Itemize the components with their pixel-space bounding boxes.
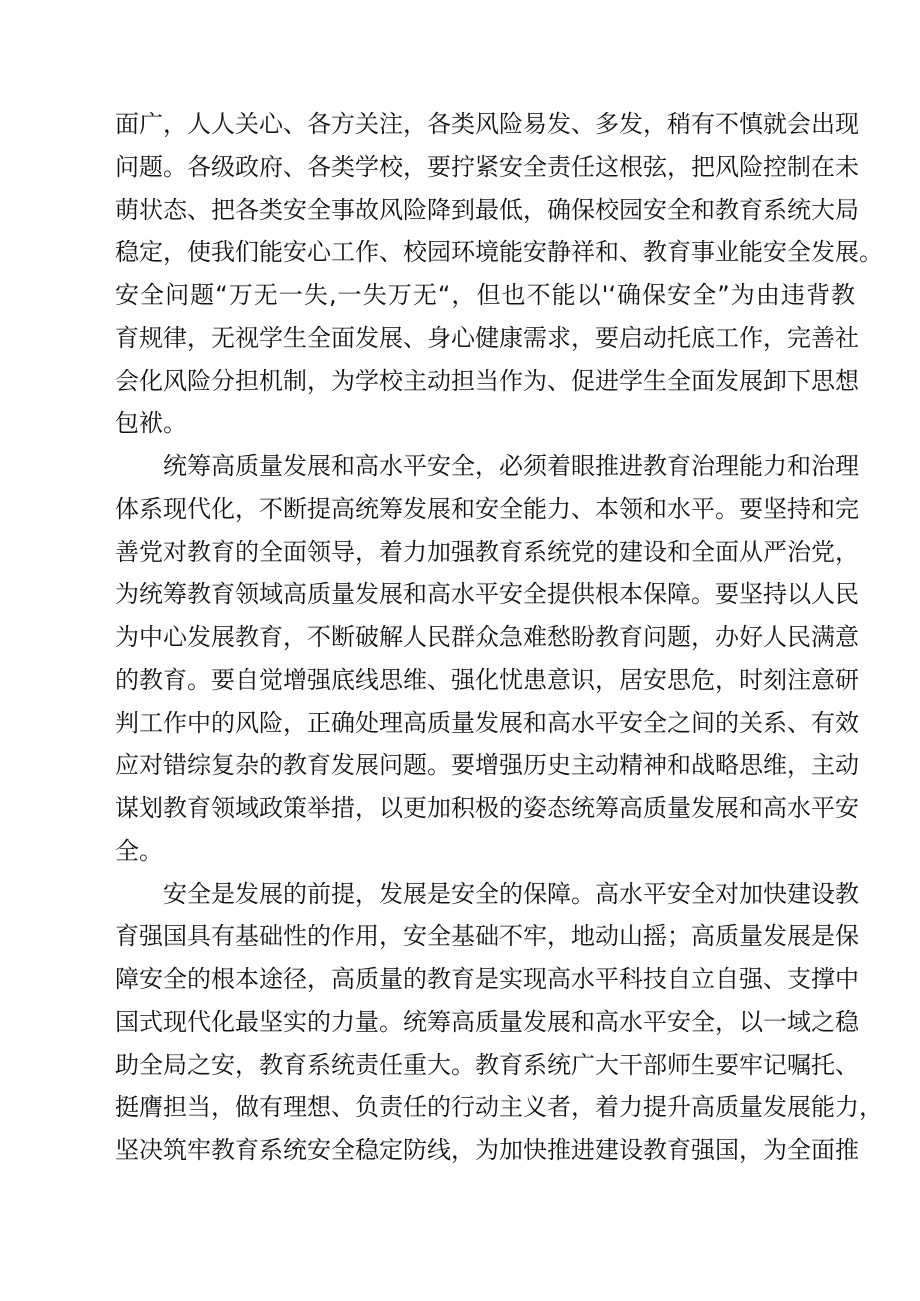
paragraph <box>115 103 883 445</box>
text-line: 障安全的根本途径，高质量的教育是实现高水平科技自立自强、支撑中 <box>115 965 859 993</box>
text-line: 会化风险分担机制，为学校主动担当作为、促进学生全面发展卸下思想 <box>115 366 859 395</box>
text-line: 体系现代化，不断提高统筹发展和安全能力、本领和水平。要坚持和完 <box>115 494 859 523</box>
text-line: 面广，人人关心、各方关注，各类风险易发、多发，稍有不慎就会出现 <box>115 110 859 138</box>
text-line: 应对错综复杂的教育发展问题。要增强历史主动精神和战略思维，主动 <box>115 751 859 780</box>
text-line: 坚决筑牢教育系统安全稳定防线，为加快推进建设教育强国，为全面推 <box>115 1136 859 1164</box>
text-line: 国式现代化最坚实的力量。统筹高质量发展和高水平安全，以一域之稳 <box>115 1007 859 1036</box>
text-line: 育规律，无视学生全面发展、身心健康需求，要启动托底工作，完善社 <box>115 323 859 352</box>
text-line: 萌状态、把各类安全事故风险降到最低，确保校园安全和教育系统大局 <box>115 195 859 224</box>
text-line: 判工作中的风险，正确处理高质量发展和高水平安全之间的关系、有效 <box>115 708 859 737</box>
text-line: 稳定，使我们能安心工作、校园环境能安静祥和、教育事业能安全发展。 <box>115 238 883 267</box>
text-line: 安全是发展的前提，发展是安全的保障。高水平安全对加快建设教 <box>163 879 859 908</box>
text-line: 包袱。 <box>115 409 187 438</box>
text-line: 善党对教育的全面领导，着力加强教育系统党的建设和全面从严治党， <box>115 537 859 566</box>
text-line: 安全问题“万无一失,一失万无“，但也不能以'‘确保安全”为由违背教 <box>115 281 855 309</box>
text-line: 谋划教育领域政策举措，以更加积极的姿态统筹高质量发展和高水平安 <box>115 794 859 822</box>
text-line: 为统筹教育领域高质量发展和高水平安全提供根本保障。要坚持以人民 <box>115 580 859 609</box>
text-line: 的教育。要自觉增强底线思维、强化忧患意识，居安思危，时刻注意研 <box>115 665 859 694</box>
text-line: 为中心发展教育，不断破解人民群众急难愁盼教育问题，办好人民满意 <box>115 623 859 651</box>
text-line: 全。 <box>115 836 163 865</box>
text-line: 统筹高质量发展和高水平安全，必须着眼推进教育治理能力和治理 <box>163 452 859 480</box>
body-text <box>115 103 883 1172</box>
text-line: 育强国具有基础性的作用，安全基础不牢，地动山摇；高质量发展是保 <box>115 922 859 951</box>
text-line: 问题。各级政府、各类学校，要拧紧安全责任这根弦，把风险控制在未 <box>115 152 859 181</box>
paragraph <box>115 445 859 873</box>
paragraph <box>115 873 883 1172</box>
text-line: 挺膺担当，做有理想、负责任的行动主义者，着力提升高质量发展能力， <box>115 1093 883 1122</box>
text-line: 助全局之安，教育系统责任重大。教育系统广大干部师生要牢记嘱托、 <box>115 1050 859 1079</box>
